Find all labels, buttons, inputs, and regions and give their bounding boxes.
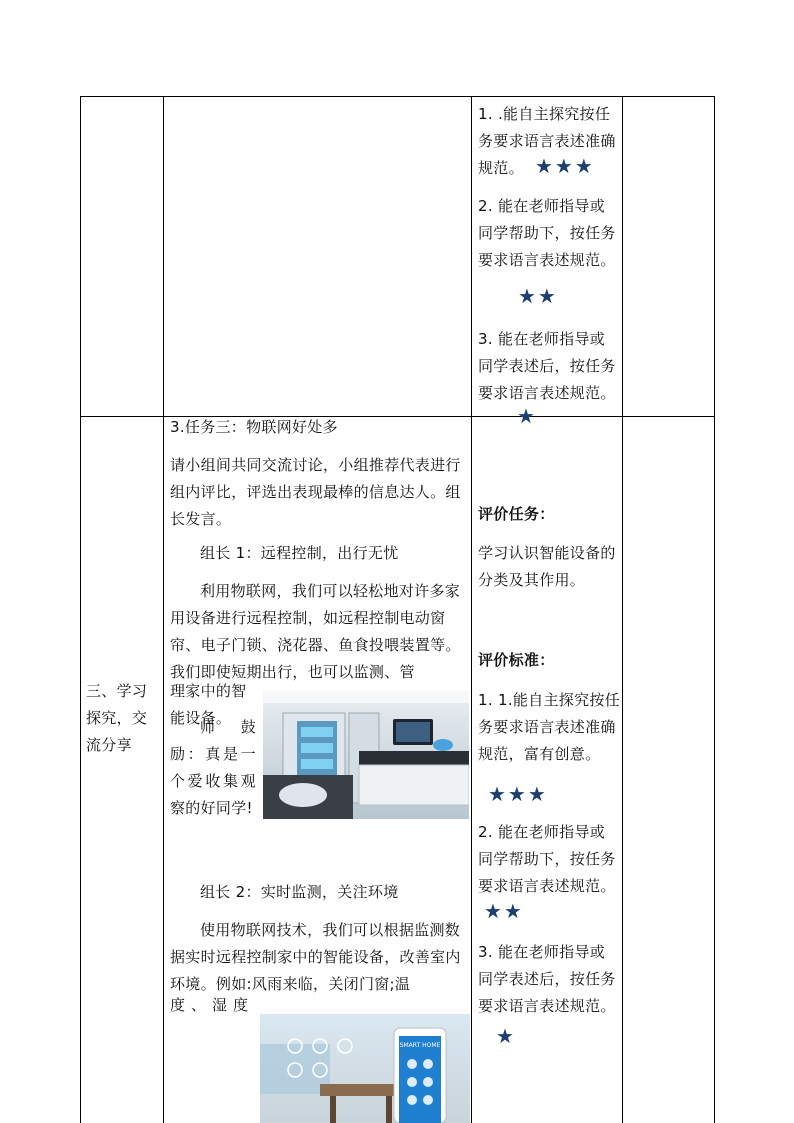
smart-kitchen-photo [263, 691, 469, 819]
leader2-title: 组长 2：实时监测，关注环境 [200, 883, 399, 901]
table-col-border-1 [80, 96, 81, 1123]
stage-label: 三、学习探究，交流分享 [86, 682, 148, 754]
leader2-text-cont: 度、湿度 [170, 996, 255, 1014]
std-star-rating-2: ★★ [484, 899, 524, 923]
leader1-text-cont: 理家中的智能设备。 [170, 682, 247, 727]
std-star-rating-1: ★ [496, 1024, 516, 1048]
std-item-3: 3. 能在老师指导或同学表述后，按任务要求语言表述规范。 [478, 943, 616, 1015]
criteria-item-1: 1. .能自主探究按任务要求语言表述准确规范。 ★★★ [478, 105, 616, 178]
std-item-1: 1. 1.能自主探究按任务要求语言表述准确规范，富有创意。 [478, 691, 620, 763]
task-intro: 请小组间共同交流讨论，小组推荐代表进行组内评比，评选出表现最棒的信息达人。组长发言。 [170, 456, 461, 528]
std-item-2: 2. 能在老师指导或同学帮助下，按任务要求语言表述规范。 ★★ [478, 823, 616, 923]
table-col-border-5 [714, 96, 715, 1123]
smart-kitchen-illustration [263, 691, 469, 819]
eval-task-text: 学习认识智能设备的分类及其作用。 [478, 544, 616, 589]
smart-home-photo [260, 1014, 470, 1123]
star-rating-2: ★★ [518, 284, 558, 308]
table-top-border [80, 96, 715, 97]
smart-home-illustration [260, 1014, 470, 1123]
leader2-text: 使用物联网技术，我们可以根据监测数据实时远程控制家中的智能设备，改善室内环境。例如:风雨来临，关闭门窗;温 [170, 921, 461, 993]
star-rating-3: ★★★ [534, 154, 595, 178]
leader1-text: 利用物联网，我们可以轻松地对许多家用设备进行远程控制，如远程控制电动窗帘、电子门锁、浇花器、鱼食投喂装置等。我们即使短期出行，也可以监测、管 [170, 582, 461, 681]
criteria-item-2: 2. 能在老师指导或同学帮助下，按任务要求语言表述规范。 [478, 197, 616, 269]
star-rating-1: ★ [517, 404, 537, 428]
teacher-praise: 师鼓励：真是一个爱收集观察的好同学! [170, 718, 256, 817]
std-star-rating-3: ★★★ [488, 782, 548, 806]
eval-task-label: 评价任务： [478, 505, 555, 523]
table-col-border-2 [163, 96, 164, 1123]
smart-home-label: SMART HOME [399, 1042, 441, 1049]
criteria-item-3: 3. 能在老师指导或同学表述后，按任务要求语言表述规范。 [478, 330, 616, 402]
leader1-title: 组长 1：远程控制，出行无忧 [200, 544, 399, 562]
table-col-border-3 [471, 96, 472, 1123]
task-title: 3.任务三：物联网好处多 [170, 418, 338, 436]
eval-std-label: 评价标准： [478, 651, 555, 669]
table-col-border-4 [622, 96, 623, 1123]
